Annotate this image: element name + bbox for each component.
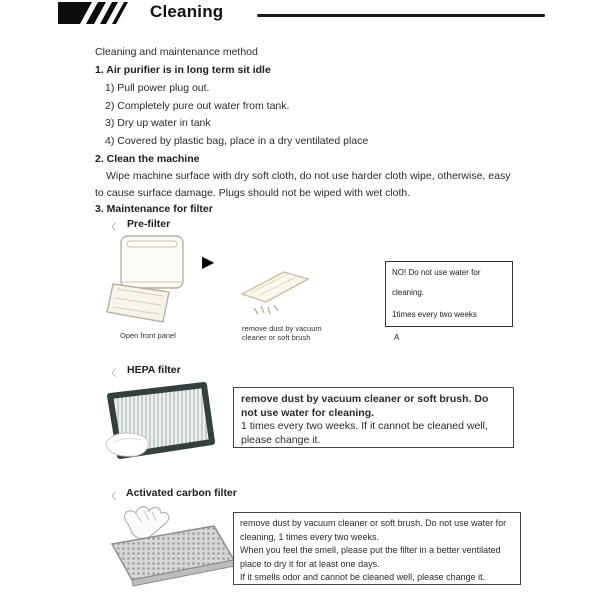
- section2-paragraph-line2: to cause surface damage. Plugs should not be wiped with wet cloth.: [95, 187, 411, 199]
- carbon-filter-label: Activated carbon filter: [126, 487, 237, 499]
- hepa-filter-illustration: [104, 380, 219, 466]
- section2-paragraph-line1: Wipe machine surface with dry soft cloth, do not use harder cloth wipe, otherwise, easy: [106, 170, 511, 182]
- air-purifier-icon: [103, 232, 195, 327]
- slashes-icon: [58, 2, 143, 24]
- prefilter-sketch-icon: [236, 266, 314, 322]
- page-title: Cleaning: [150, 2, 224, 21]
- right-arrow-icon: ▶: [202, 254, 215, 271]
- carbon-note-line3: When you feel the smell, please put the filter in a better ventilated: [240, 545, 501, 555]
- hepa-note-bold: remove dust by vacuum cleaner or soft brush. Do not use water for cleaning.: [241, 393, 489, 419]
- carbon-note-line5: If it smells odor and cannot be cleaned well, please change it.: [240, 572, 486, 582]
- prefilter-note-line1: NO! Do not use water for: [392, 268, 481, 277]
- caption-vacuum-line2: cleaner or soft brush: [242, 333, 311, 342]
- carbon-bullet-icon: 〈: [107, 491, 117, 501]
- carbon-filter-illustration: [96, 496, 241, 596]
- prefilter-note-box: [385, 261, 513, 327]
- hepa-filter-label: HEPA filter: [127, 364, 181, 376]
- section2-heading: 2. Clean the machine: [95, 153, 200, 165]
- hepa-note-regular: 1 times every two weeks. If it cannot be cleaned well, please change it.: [241, 420, 488, 446]
- caption-vacuum-line1: remove dust by vacuum: [242, 324, 322, 333]
- header-divider: [257, 14, 545, 17]
- air-purifier-illustration: [103, 232, 195, 327]
- prefilter-bullet-icon: 〈: [107, 222, 117, 232]
- hepa-note-box: [233, 387, 514, 448]
- carbon-note-line2: cleaning, 1 times every two weeks.: [240, 531, 380, 542]
- header-slashes-decoration: [58, 2, 143, 24]
- prefilter-note-below: A: [394, 333, 400, 342]
- section3-heading: 3. Maintenance for filter: [95, 203, 213, 215]
- prefilter-sketch-illustration: [236, 266, 314, 322]
- hepa-filter-icon: [104, 380, 219, 466]
- intro-text: Cleaning and maintenance method: [95, 46, 258, 58]
- section1-step: 4) Covered by plastic bag, place in a dry ventilated place: [105, 135, 369, 147]
- prefilter-note-line2: cleaning.: [392, 288, 425, 297]
- prefilter-label: Pre-filter: [127, 218, 171, 230]
- section1-step: 2) Completely pure out water from tank.: [105, 100, 290, 112]
- carbon-note-line4: place to dry it for at least one days.: [240, 558, 380, 569]
- carbon-filter-icon: [96, 496, 241, 596]
- section1-heading: 1. Air purifier is in long term sit idle: [95, 64, 271, 76]
- caption-open-front-panel: Open front panel: [120, 331, 176, 340]
- section1-step: 1) Pull power plug out.: [105, 82, 210, 94]
- section1-step: 3) Dry up water in tank: [105, 117, 211, 129]
- carbon-note-line1: remove dust by vacuum cleaner or soft brush. Do not use water for: [240, 518, 507, 528]
- hepa-bullet-icon: 〈: [107, 368, 117, 378]
- prefilter-note-line3: 1times every two weeks: [392, 310, 477, 319]
- carbon-note-box: [233, 512, 521, 585]
